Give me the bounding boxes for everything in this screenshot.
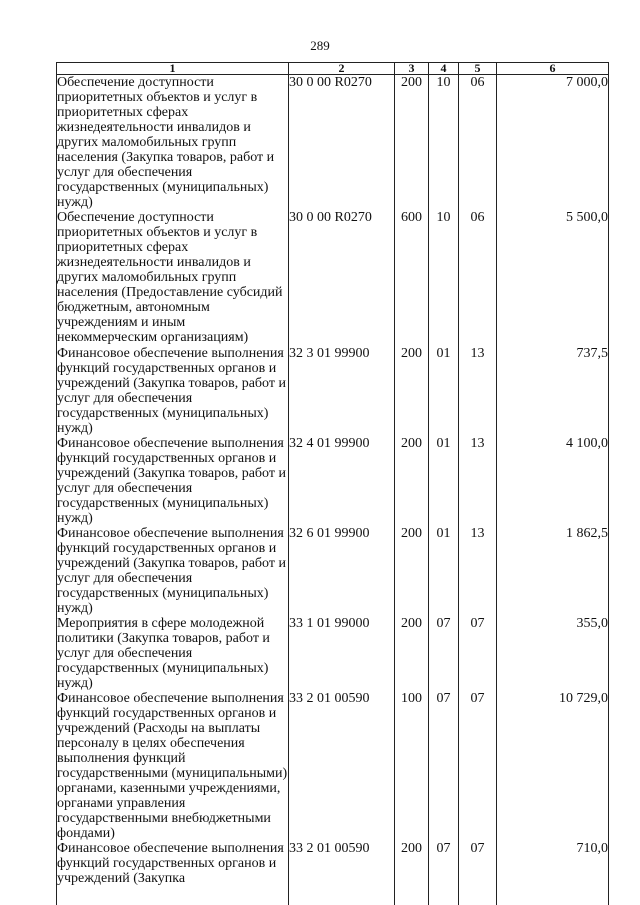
row-vr: 600 [395, 210, 429, 346]
row-pr: 07 [459, 616, 497, 691]
table-row [57, 436, 609, 526]
row-name: Финансовое обеспечение выполнения функций государственных органов и учреждений (Закупка товаров, работ и услуг для обеспечения государственных (муниципальных) нужд) [57, 436, 289, 526]
page-number: 289 [310, 38, 330, 53]
header-col-2: 2 [289, 63, 395, 75]
row-code: 32 4 01 99900 [289, 436, 395, 526]
table-row [57, 616, 609, 691]
row-name: Финансовое обеспечение выполнения функций государственных органов и учреждений (Закупка [57, 841, 289, 905]
row-rz: 01 [429, 436, 459, 526]
row-amount: 4 100,0 [497, 436, 609, 526]
row-amount: 710,0 [497, 841, 609, 905]
row-vr: 200 [395, 841, 429, 905]
row-amount: 355,0 [497, 616, 609, 691]
row-amount: 7 000,0 [497, 75, 609, 211]
header-col-1: 1 [57, 63, 289, 75]
table-row [57, 526, 609, 616]
table-header [57, 63, 609, 75]
row-pr: 06 [459, 75, 497, 211]
table-row [57, 346, 609, 436]
row-rz: 01 [429, 526, 459, 616]
row-vr: 200 [395, 346, 429, 436]
row-name: Обеспечение доступности приоритетных объектов и услуг в приоритетных сферах жизнедеятельности инвалидов и других маломобильных групп населения (Предоставление субсидий бюджетным, автономным учреждениям и иным некоммерческим организациям) [57, 210, 289, 346]
row-amount: 1 862,5 [497, 526, 609, 616]
row-pr: 07 [459, 691, 497, 841]
budget-table [56, 62, 609, 905]
row-amount: 737,5 [497, 346, 609, 436]
row-name: Финансовое обеспечение выполнения функций государственных органов и учреждений (Закупка товаров, работ и услуг для обеспечения государственных (муниципальных) нужд) [57, 526, 289, 616]
row-code: 32 6 01 99900 [289, 526, 395, 616]
row-vr: 100 [395, 691, 429, 841]
header-col-5: 5 [459, 63, 497, 75]
row-pr: 13 [459, 526, 497, 616]
row-vr: 200 [395, 436, 429, 526]
row-name: Финансовое обеспечение выполнения функций государственных органов и учреждений (Расходы на выплаты персоналу в целях обеспечения выполнения функций государственными (муниципальными) органами, казенными учреждениями, органами управления государственными внебюджетными фондами) [57, 691, 288, 841]
row-code: 30 0 00 R0270 [289, 75, 395, 211]
row-pr: 13 [459, 436, 497, 526]
row-rz: 07 [429, 841, 459, 905]
row-code: 30 0 00 R0270 [289, 210, 395, 346]
row-pr: 13 [459, 346, 497, 436]
table-row [57, 841, 609, 905]
row-rz: 07 [429, 691, 459, 841]
row-code: 32 3 01 99900 [289, 346, 395, 436]
row-rz: 07 [429, 616, 459, 691]
header-col-4: 4 [429, 63, 459, 75]
row-vr: 200 [395, 75, 429, 211]
header-col-3: 3 [395, 63, 429, 75]
row-rz: 10 [429, 75, 459, 211]
row-name: Мероприятия в сфере молодежной политики (Закупка товаров, работ и услуг для обеспечения государственных (муниципальных) нужд) [57, 616, 289, 691]
header-col-6: 6 [497, 63, 609, 75]
header-row [57, 63, 609, 75]
table-row [57, 210, 609, 346]
row-code: 33 2 01 00590 [289, 841, 395, 905]
table-row [57, 75, 609, 211]
row-amount: 10 729,0 [497, 691, 609, 841]
row-rz: 01 [429, 346, 459, 436]
row-name: Обеспечение доступности приоритетных объектов и услуг в приоритетных сферах жизнедеятельности инвалидов и других маломобильных групп населения (Закупка товаров, работ и услуг для обеспечения государственных (муниципальных) нужд) [57, 75, 289, 211]
row-pr: 07 [459, 841, 497, 905]
row-code: 33 2 01 00590 [289, 691, 395, 841]
row-vr: 200 [395, 526, 429, 616]
row-amount: 5 500,0 [497, 210, 609, 346]
row-vr: 200 [395, 616, 429, 691]
row-code: 33 1 01 99000 [289, 616, 395, 691]
row-pr: 06 [459, 210, 497, 346]
row-rz: 10 [429, 210, 459, 346]
table-body [57, 75, 609, 905]
row-name: Финансовое обеспечение выполнения функций государственных органов и учреждений (Закупка товаров, работ и услуг для обеспечения государственных (муниципальных) нужд) [57, 346, 289, 436]
table-row [57, 691, 609, 841]
